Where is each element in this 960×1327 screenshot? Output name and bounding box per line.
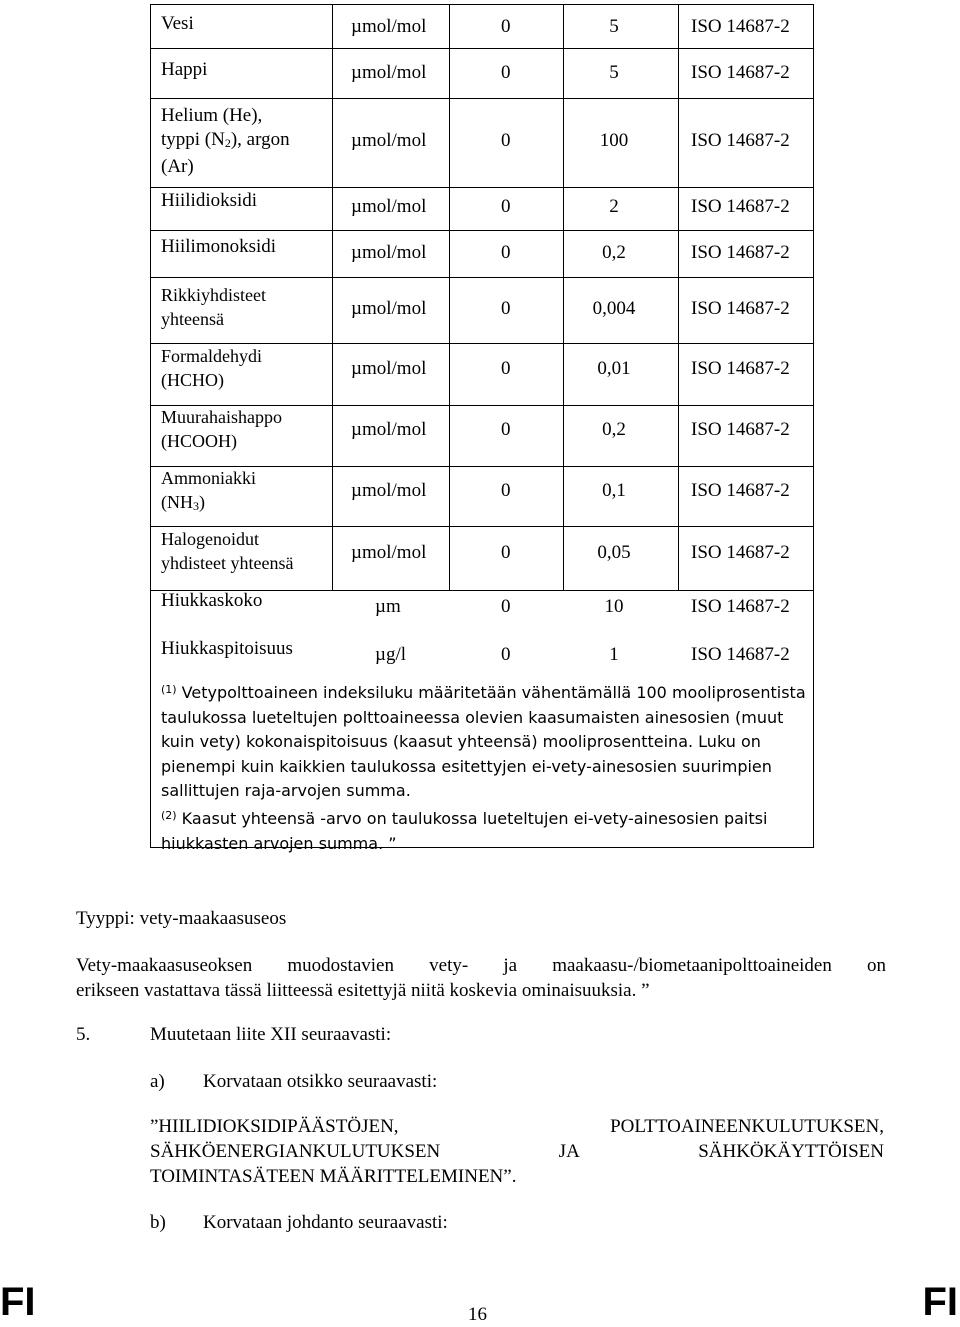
- page-number: 16: [468, 1304, 487, 1325]
- limits-table: Vesi µmol/mol 0 5 ISO 14687-2 Happi µmol/mol 0 5 ISO 14687-2 Helium (He), typpi $(N_2)$, argon (Ar) µmol/mol 0 100 ISO 14687-2 Hiilidioksidi µmol/mol 0 2 ISO 14687-2 Hiilimonoksidi µmol/mol 0 0,2 ISO 14687-2 Rikkiyhdisteet yhteensä µmol/mol 0 0,004 ISO 14687-2 Formaldehydi (HCHO) µmol/mol 0 0,01 ISO 14687-2 Muurahaishappo (HCOOH) µmol/mol 0 0,2 ISO 14687-2 Ammoniakki $(NH_3)$ µmol/mol 0 0,1 ISO 14687-2 Halogenoidut yhdisteet yhteensä µmol/mol 0 0,05 ISO 14687-2 Hiukkaskoko µm 0 10 ISO 14687-2 Hiukkaspitoisuus µg/l 0 1 ISO 14687-2 $^{(1)}$ Vetypolttoaineen indeksiluku määritetään vähentämällä 100 mooliprosentista taulukossa lueteltujen polttoaineessa olevien kaasumaisten ainesosien (muut kuin vety) kokonaispitoisuus (kaasut yhteensä) mooliprosentteina. Luku on pienempi kuin kaikkien taulukossa esitettyjen ei-vety-ainesosien suurimpien sallittujen raja-arvojen summa. $^{(2)}$ Kaasut yhteensä -arvo on taulukossa lueteltujen ei-vety-ainesosien paitsi hiukkasten arvojen summa. ”: [150, 4, 814, 848]
- col-divider-4: [678, 5, 679, 591]
- footer-language-code-left: FI: [0, 1280, 36, 1324]
- row-name-helium: Helium (He), typpi $(N_2)$, argon (Ar): [161, 105, 290, 177]
- paragraph-line-1: Vety-maakaasuseoksen muodostavien vety- ja maakaasu-/biometaanipolttoaineiden on: [76, 955, 886, 976]
- item-a-text: Korvataan otsikko seuraavasti:: [203, 1071, 438, 1092]
- item-a-label: a): [150, 1071, 165, 1092]
- col-divider-3: [563, 5, 564, 591]
- item-b-label: b): [150, 1212, 166, 1233]
- table-footnotes: $^{(1)}$ Vetypolttoaineen indeksiluku määritetään vähentämällä 100 mooliprosentista taulukossa lueteltujen polttoaineessa olevien kaasumaisten ainesosien (muut kuin vety) kokonaispitoisuus (kaasut yhteensä) mooliprosentteina. Luku on pienempi kuin kaikkien taulukossa esitettyjen ei-vety-ainesosien suurimpien sallittujen raja-arvojen summa. $^{(2)}$ Kaasut yhteensä -arvo on taulukossa lueteltujen ei-vety-ainesosien paitsi hiukkasten arvojen summa. ”: [161, 683, 806, 853]
- title-line-3: TOIMINTASÄTEEN MÄÄRITTELEMINEN”.: [150, 1166, 517, 1187]
- paragraph-line-2: erikseen vastattava tässä liitteessä esitettyjä niitä koskevia ominaisuuksia. ”: [76, 980, 650, 1001]
- footer-language-code-right: FI: [922, 1280, 958, 1324]
- item-b-text: Korvataan johdanto seuraavasti:: [203, 1212, 448, 1233]
- title-line-2: SÄHKÖENERGIANKULUTUKSEN JA SÄHKÖKÄYTTÖISEN: [150, 1141, 884, 1162]
- item-5-text: Muutetaan liite XII seuraavasti:: [150, 1024, 392, 1045]
- col-divider-1: [332, 5, 333, 591]
- title-line-1: ”HIILIDIOKSIDIPÄÄSTÖJEN, POLTTOAINEENKULUTUKSEN,: [150, 1116, 884, 1137]
- type-heading: Tyyppi: vety-maakaasuseos: [76, 908, 287, 929]
- item-5-number: 5.: [76, 1024, 91, 1045]
- col-divider-2: [449, 5, 450, 591]
